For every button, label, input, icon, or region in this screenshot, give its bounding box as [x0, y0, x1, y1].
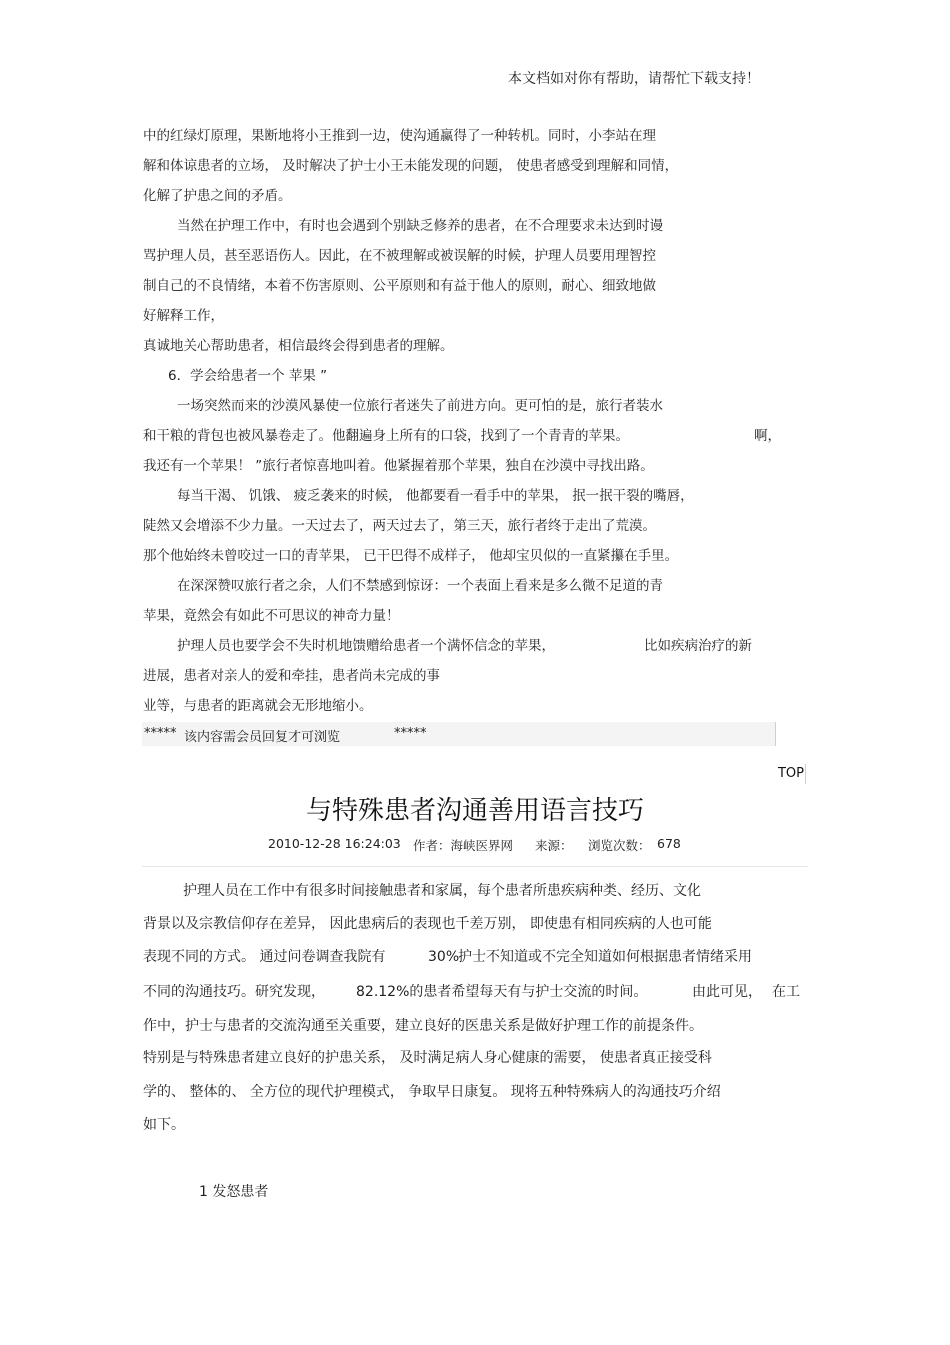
text-line: 制自己的不良情绪，本着不伤害原则、公平原则和有益于他人的原则，耐心、细致地做: [143, 278, 656, 294]
text-line: 当然在护理工作中，有时也会遇到个别缺乏修养的患者，在不合理要求未达到时谩: [177, 218, 663, 234]
text-line: 比如疾病治疗的新: [644, 638, 752, 654]
members-only-notice: [142, 722, 776, 746]
view-count-label: 浏览次数：: [588, 838, 651, 853]
article-line: 如下。: [143, 1117, 185, 1133]
article-line: 背景以及宗教信仰存在差异， 因此患病后的表现也千差万别， 即使患有相同疾病的人也可能: [143, 916, 712, 932]
article-line: 护士不知道或不完全知道如何根据患者情绪采用: [458, 949, 752, 965]
article-line: 特别是与特殊患者建立良好的护患关系， 及时满足病人身心健康的需要， 使患者真正接受科: [143, 1050, 712, 1066]
meta-divider: [142, 866, 808, 867]
download-support-note: 本文档如对你有帮助，请帮忙下载支持！: [508, 71, 760, 87]
article-source: 来源：: [535, 838, 573, 853]
text-line: 真诚地关心帮助患者，相信最终会得到患者的理解。: [143, 338, 454, 354]
text-line: 骂护理人员，甚至恶语伤人。因此，在不被理解或被误解的时候，护理人员要用理智控: [143, 248, 656, 264]
article-line: 82.12%的患者希望每天有与护士交流的时间。: [356, 984, 648, 1000]
text-line: 中的红绿灯原理，果断地将小王推到一边，使沟通赢得了一种转机。同时，小李站在理: [143, 128, 656, 144]
text-line: 化解了护患之间的矛盾。: [143, 188, 292, 204]
article-line: 30%: [428, 949, 460, 965]
article-line: 不同的沟通技巧。研究发现，: [143, 984, 325, 1000]
text-line: 一场突然而来的沙漠风暴使一位旅行者迷失了前进方向。更可怕的是，旅行者装水: [177, 398, 663, 414]
text-line: 解和体谅患者的立场， 及时解决了护士小王未能发现的问题， 使患者感受到理解和同情，: [143, 158, 679, 174]
back-to-top-button[interactable]: TOP: [777, 764, 806, 784]
article-line: 在工: [772, 984, 800, 1000]
text-line: 进展，患者对亲人的爱和牵挂，患者尚未完成的事: [143, 668, 440, 684]
text-line: 好解释工作，: [143, 308, 224, 324]
article-line: 1 发怒患者: [199, 1184, 269, 1200]
text-line: 啊，: [754, 428, 781, 444]
article-line: 由此可见，: [692, 984, 762, 1000]
stars-right: *****: [394, 726, 427, 741]
text-line: 苹果，竟然会有如此不可思议的神奇力量！: [143, 608, 400, 624]
text-line: 护理人员也要学会不失时机地馈赠给患者一个满怀信念的苹果，: [177, 638, 555, 654]
article-line: 学的、 整体的、 全方位的现代护理模式， 争取早日康复。 现将五种特殊病人的沟通技巧介绍: [143, 1084, 721, 1100]
text-line: 那个他始终未曾咬过一口的青苹果， 已干巴得不成样子， 他却宝贝似的一直紧攥在手里。: [143, 548, 679, 564]
text-line: 每当干渴、 饥饿、 疲乏袭来的时候， 他都要看一看手中的苹果， 抿一抿干裂的嘴唇，: [177, 488, 694, 504]
view-count: 678: [657, 836, 681, 851]
article-author: 作者：海峡医界网: [413, 838, 514, 853]
article-title: 与特殊患者沟通善用语言技巧: [305, 796, 644, 826]
text-line: 和干粮的背包也被风暴卷走了。他翻遍身上所有的口袋，找到了一个青青的苹果。: [143, 428, 629, 444]
article-line: 作中，护士与患者的交流沟通至关重要，建立良好的医患关系是做好护理工作的前提条件。: [143, 1018, 703, 1034]
stars-left: *****: [144, 726, 177, 741]
text-line: 在深深赞叹旅行者之余，人们不禁感到惊讶：一个表面上看来是多么微不足道的青: [177, 578, 663, 594]
text-line: 6．学会给患者一个 苹果 ”: [168, 368, 328, 384]
article-line: 护理人员在工作中有很多时间接触患者和家属，每个患者所患疾病种类、经历、文化: [183, 883, 701, 899]
members-only-text: 该内容需会员回复才可浏览: [184, 730, 341, 745]
text-line: 业等，与患者的距离就会无形地缩小。: [143, 698, 373, 714]
article-line: 表现不同的方式。 通过问卷调查我院有: [143, 949, 386, 965]
article-date: 2010-12-28 16:24:03: [268, 836, 401, 851]
text-line: 我还有一个苹果！ ”旅行者惊喜地叫着。他紧握着那个苹果，独自在沙漠中寻找出路。: [143, 458, 654, 474]
text-line: 陡然又会增添不少力量。一天过去了，两天过去了，第三天，旅行者终于走出了荒漠。: [143, 518, 656, 534]
